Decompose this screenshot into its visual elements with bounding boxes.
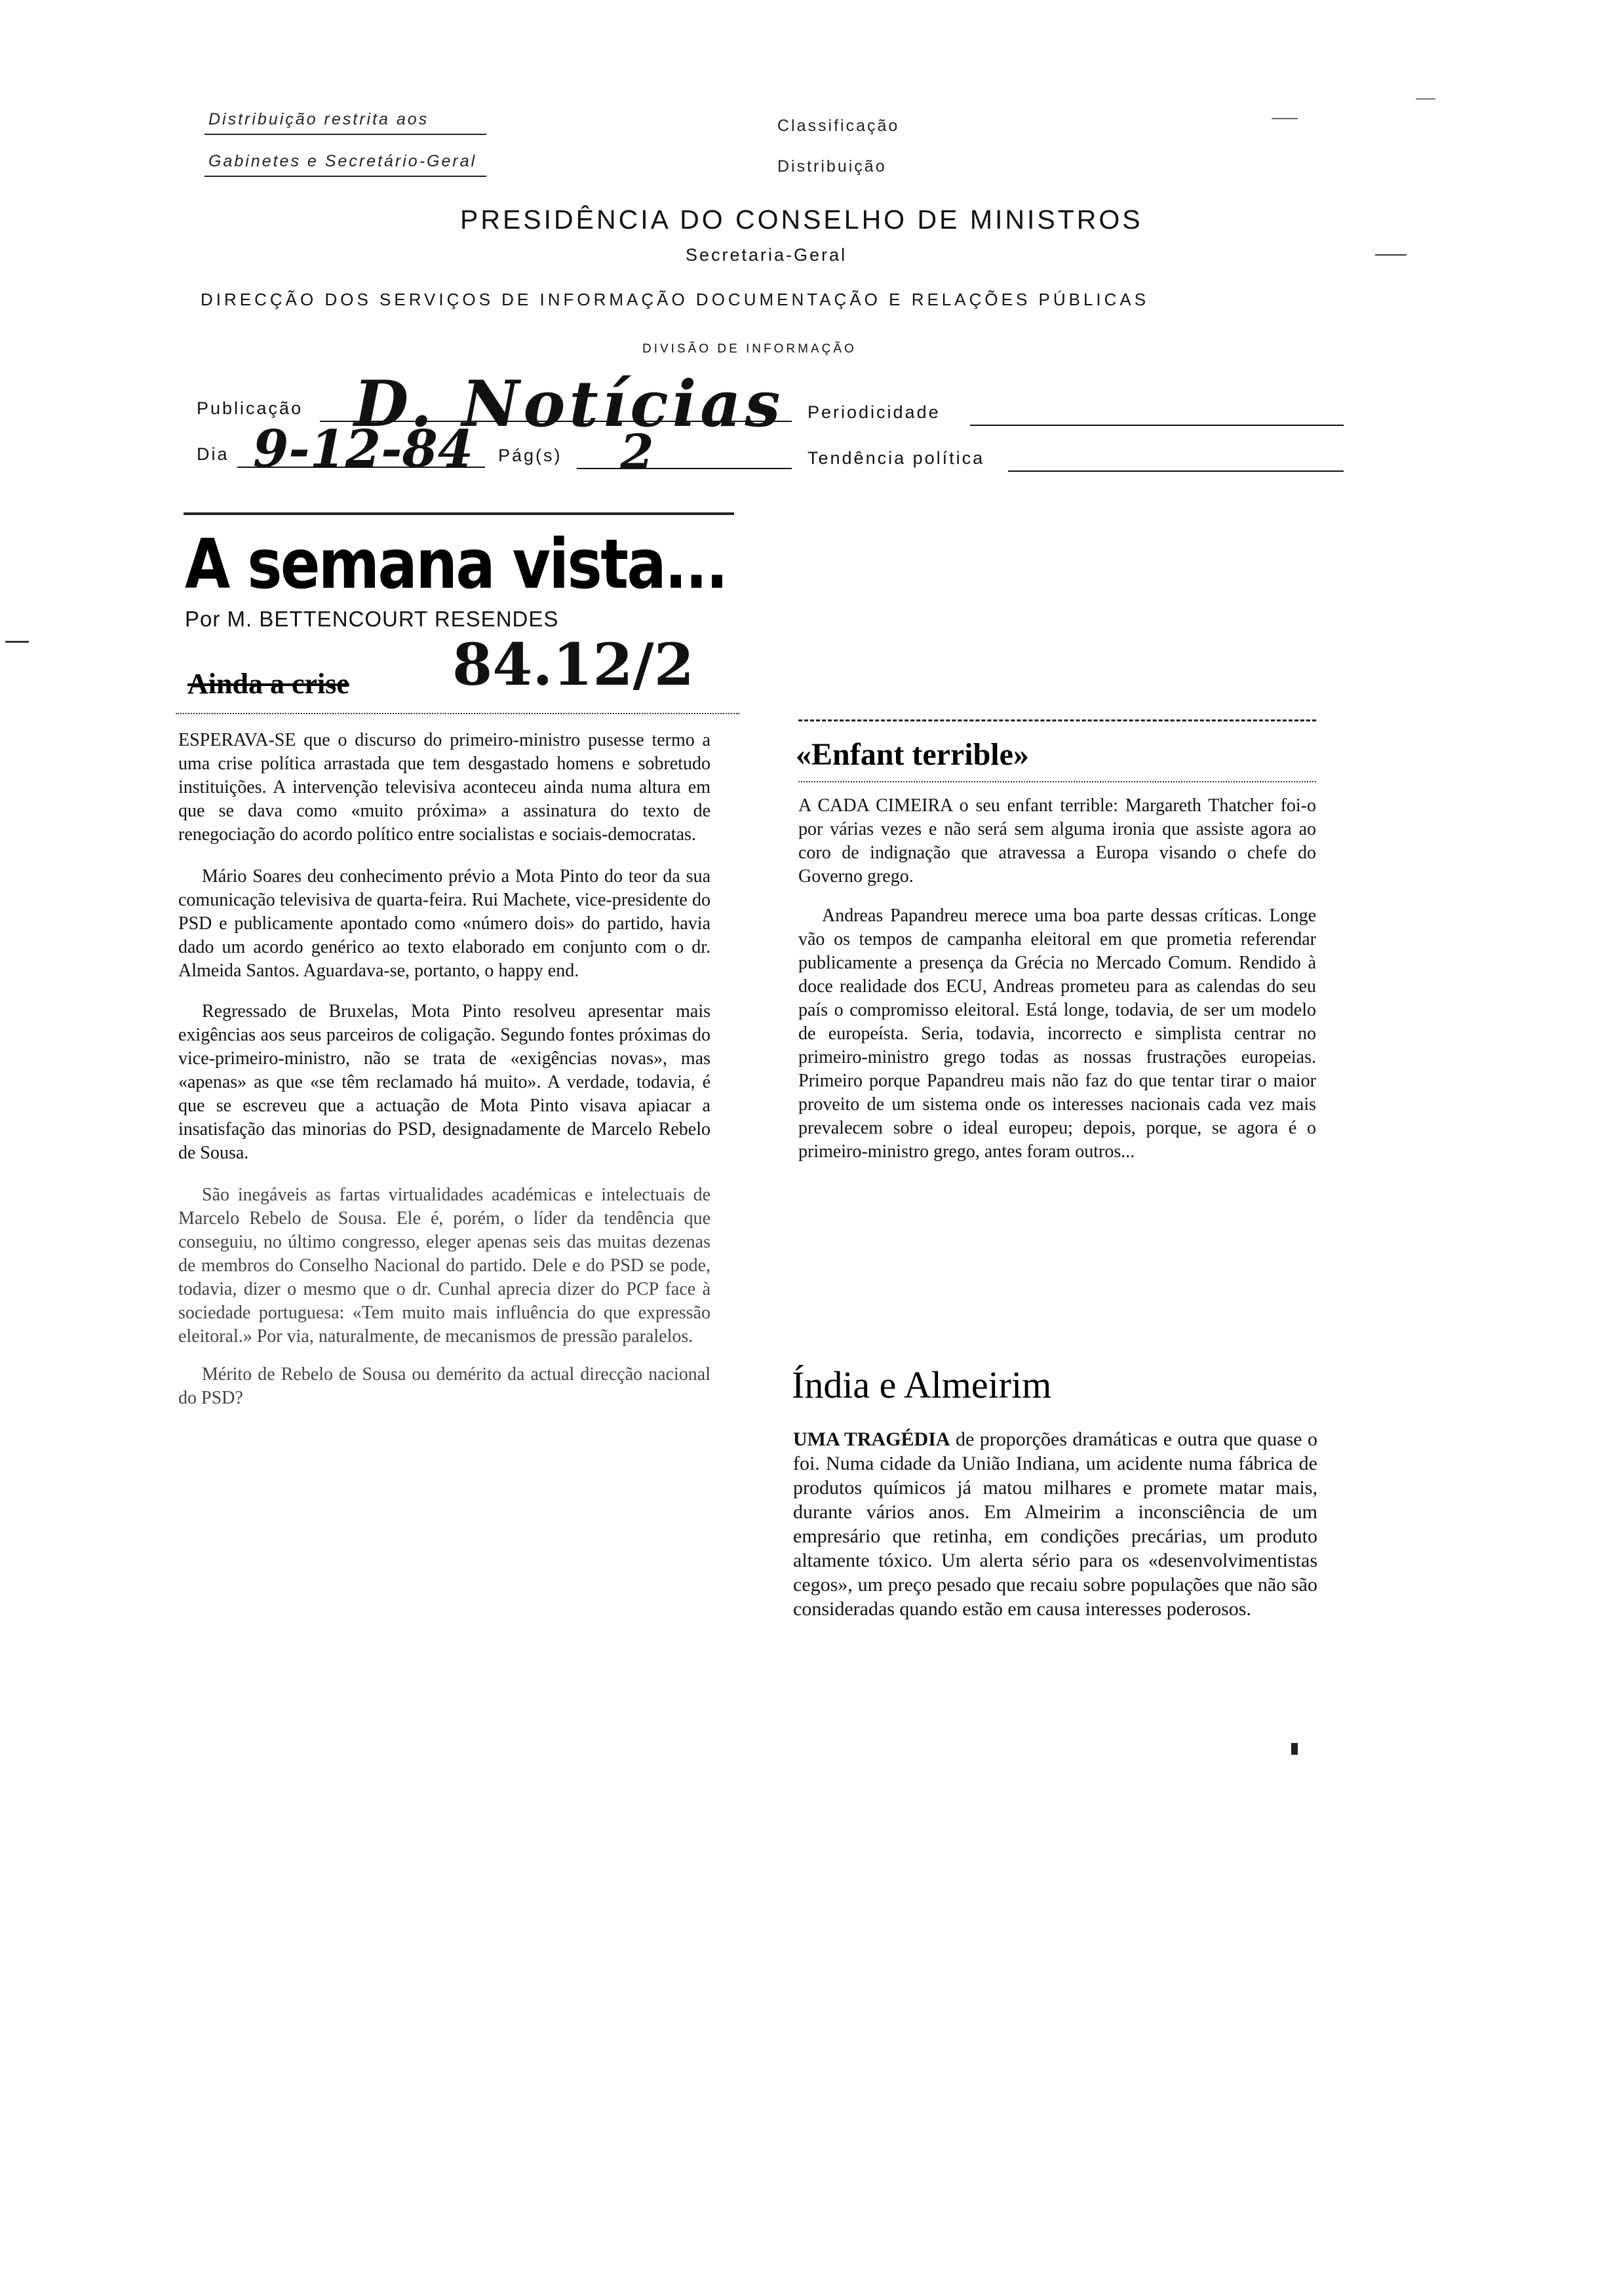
pags-handwritten: 2 <box>620 425 654 481</box>
scan-mark <box>5 641 29 643</box>
right-top-rule <box>798 719 1316 721</box>
direccao-line: DIRECÇÃO DOS SERVIÇOS DE INFORMAÇÃO DOCUMENTAÇÃO E RELAÇÕES PÚBLICAS <box>201 290 1150 309</box>
article-headline: A semana vista... <box>185 524 727 604</box>
scan-mark <box>1291 1743 1298 1755</box>
distribution-line-2: Gabinetes e Secretário-Geral <box>208 152 477 170</box>
left-paragraph-4: São inegáveis as fartas virtualidades académicas e intelectuais de Marcelo Rebelo de Sousa. Ele é, porém, o líder da tendência que conseguiu, no último congresso, eleger apenas seis das muitas dezenas de membros do Conselho Nacional do partido. Dele e do PSD se pode, todavia, dizer o mesmo que o dr. Cunhal aprecia dizer do PCP face à sociedade portuguesa: «Tem muito mais influência do que expressão eleitoral.» Por via, naturalmente, de mecanismos de pressão paralelos. <box>178 1185 710 1347</box>
left-paragraph-3: Regressado de Bruxelas, Mota Pinto resolveu apresentar mais exigências aos seus parceiros de coligação. Segundo fontes próximas do vice-primeiro-ministro, não se trata de «exigências novas», mas «apenas» as que «se têm reclamado há muito». A verdade, todavia, é que se escreveu que a actuação de Mota Pinto visava apiacar a insatisfação das minorias do PSD, designadamente de Marcelo Rebelo de Sousa. <box>178 1001 710 1163</box>
stamp-handwritten: 84.12/2 <box>452 630 694 698</box>
scan-mark <box>1272 118 1298 119</box>
india-paragraph <box>793 1427 1317 1621</box>
right-divider <box>798 781 1316 782</box>
india-column <box>793 1427 1317 1621</box>
dia-handwritten: 9-12-84 <box>253 419 474 479</box>
scan-mark <box>1416 98 1435 100</box>
dia-label: Dia <box>197 444 229 464</box>
india-text: de proporções dramáticas e outra que quase o foi. Numa cidade da União Indiana, um acidente numa fábrica de produtos químicos já matou milhares e promete matar mais, durante vários anos. Em Almeirim a inconsciência de um empresário que retinha, em condições precárias, um produto altamente tóxico. Um alerta sério para os «desenvolvimentistas cegos», um preço pesado que recaiu sobre populações que não são consideradas quando estão em causa interesses poderosos. <box>793 1428 1317 1620</box>
india-heading: Índia e Almeirim <box>792 1364 1052 1406</box>
right-section-heading: «Enfant terrible» <box>796 737 1029 772</box>
presidencia-title: PRESIDÊNCIA DO CONSELHO DE MINISTROS <box>460 204 1143 235</box>
right-paragraph-2: Andreas Papandreu merece uma boa parte dessas críticas. Longe vão os tempos de campanha eleitoral em que prometia referendar publicamente a presença da Grécia no Mercado Comum. Rendido à doce realidade dos ECU, Andreas prometeu para as calendas do seu país o compromisso eleitoral. Está longe, todavia, de ser um modelo de europeísta. Seria, todavia, incorrecto e simplista centrar no primeiro-ministro grego todas as nossas frustrações europeias. Primeiro porque Papandreu mais não faz do que tentar tirar o maior proveito de um sistema onde os interesses nacionais cada vez mais prevalecem sobre o ideal europeu; depois, porque, se agora é o primeiro-ministro grego, antes foram outros... <box>798 906 1316 1162</box>
right-column <box>798 794 1316 1177</box>
right-paragraph-1: A CADA CIMEIRA o seu enfant terrible: Margareth Thatcher foi-o por várias vezes e não será sem alguma ironia que assiste agora ao coro de indignação que atravessa a Europa visando o chefe do Governo grego. <box>798 795 1316 887</box>
left-section-heading: Ainda a crise <box>187 668 349 700</box>
scan-mark <box>1375 254 1407 256</box>
clipping-top-rule <box>184 512 734 515</box>
publicacao-handwritten: D. Notícias <box>354 367 785 441</box>
left-paragraph-5: Mérito de Rebelo de Sousa ou demérito da actual direcção nacional do PSD? <box>178 1364 710 1408</box>
left-column <box>178 729 710 1423</box>
periodicidade-line <box>970 425 1344 426</box>
distribution-underline-1 <box>204 134 486 135</box>
tendencia-label: Tendência política <box>808 448 985 468</box>
periodicidade-label: Periodicidade <box>808 402 941 422</box>
classificacao-label: Classificação <box>777 117 900 135</box>
distribution-underline-2 <box>204 176 486 177</box>
left-divider <box>176 713 739 714</box>
article-byline: Por M. BETTENCOURT RESENDES <box>185 607 559 631</box>
distribution-line-1: Distribuição restrita aos <box>208 110 429 128</box>
distribuicao-label: Distribuição <box>777 157 887 176</box>
divisao-line: DIVISÃO DE INFORMAÇÃO <box>642 342 857 356</box>
left-paragraph-2: Mário Soares deu conhecimento prévio a Mota Pinto do teor da sua comunicação televisiva de quarta-feira. Rui Machete, vice-presidente do PSD e publicamente apontado como «número dois» do partido, havia dado um acordo genérico ao texto elaborado em conjunto com o dr. Almeida Santos. Aguardava-se, portanto, o happy end. <box>178 866 710 981</box>
publicacao-label: Publicação <box>197 398 303 418</box>
india-lead: UMA TRAGÉDIA <box>793 1428 950 1450</box>
pags-label: Pág(s) <box>498 446 562 465</box>
pags-line <box>577 468 792 469</box>
left-paragraph-1: ESPERAVA-SE que o discurso do primeiro-ministro pusesse termo a uma crise política arrastada que tem desgastado homens e sobretudo instituições. A intervenção televisiva aconteceu ainda numa altura em que se dava como «muito próxima» a assinatura do texto de renegociação do acordo político entre socialistas e sociais-democratas. <box>178 730 710 845</box>
secretaria-subtitle: Secretaria-Geral <box>686 245 847 265</box>
tendencia-line <box>1008 470 1344 472</box>
